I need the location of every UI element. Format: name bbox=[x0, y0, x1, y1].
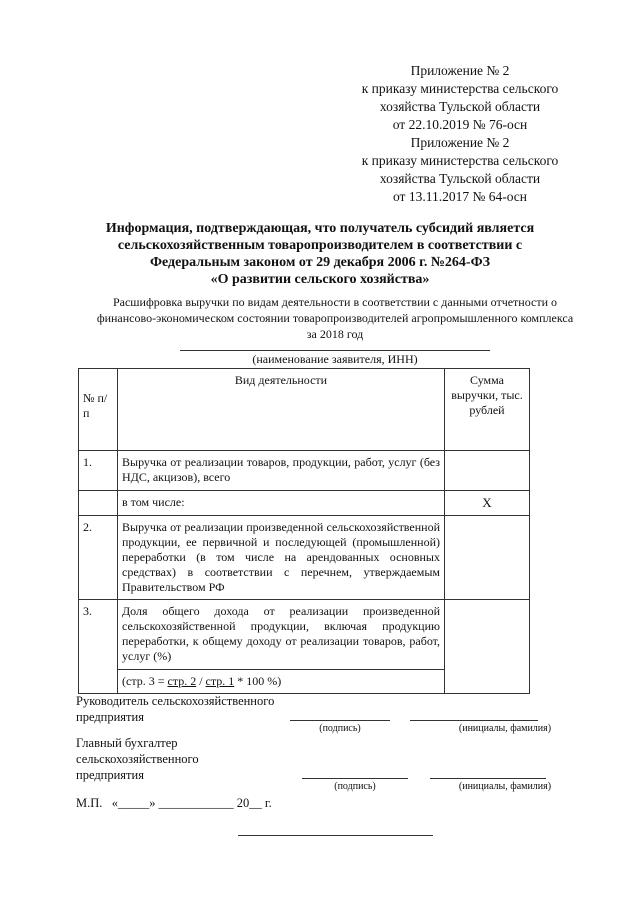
appendix-line-1: Приложение № 2 bbox=[410, 63, 510, 78]
header-sum: Сумма выручки, тыс. рублей bbox=[445, 369, 530, 451]
accountant-signature-caption: (подпись) bbox=[334, 781, 376, 792]
formula-cell bbox=[118, 670, 445, 694]
appendix-line-8: от 13.11.2017 № 64-осн bbox=[392, 189, 528, 204]
title-line-1: Информация, подтверждающая, что получатель субсидий является bbox=[105, 221, 535, 236]
appendix-line-2: к приказу министерства сельского bbox=[361, 81, 559, 96]
row-num bbox=[79, 491, 118, 516]
row-num: 2. bbox=[79, 516, 118, 600]
row-text: Доля общего дохода от реализации произведенной сельскохозяйственной продукции, включая продукцию переработки, к общему доходу от реализации товаров, работ, услуг (%) bbox=[118, 600, 445, 670]
applicant-caption: (наименование заявителя, ИНН) bbox=[252, 352, 418, 366]
head-title-line-1: Руководитель сельскохозяйственного bbox=[76, 694, 275, 708]
row-num: 3. bbox=[79, 600, 118, 694]
head-signature-line bbox=[290, 720, 390, 721]
stamp-date-line: М.П. «_____» ____________ 20__ г. bbox=[76, 796, 272, 810]
applicant-underline bbox=[180, 350, 490, 351]
table-row bbox=[79, 451, 530, 491]
formula-suffix: * 100 %) bbox=[234, 674, 282, 688]
table-row bbox=[79, 491, 530, 516]
title-line-3: Федеральным законом от 29 декабря 2006 г. №264-ФЗ bbox=[149, 255, 491, 270]
row-text: Выручка от реализации произведенной сельскохозяйственной продукции, ее первичной и последующей (промышленной) переработки (в том числе на арендованных основных средствах) в соответствии с перечнем, утверждаемым Правительством РФ bbox=[118, 516, 445, 600]
row-sum bbox=[445, 600, 530, 694]
row-sum bbox=[445, 516, 530, 600]
table-row bbox=[79, 600, 530, 670]
row-sum: X bbox=[445, 491, 530, 516]
table-header-row bbox=[79, 369, 530, 451]
table-row bbox=[79, 516, 530, 600]
row-text: в том числе: bbox=[118, 491, 445, 516]
bottom-divider bbox=[238, 835, 433, 836]
title-line-4: «О развитии сельского хозяйства» bbox=[210, 272, 430, 287]
head-initials-line bbox=[410, 720, 538, 721]
appendix-line-6: к приказу министерства сельского bbox=[361, 153, 559, 168]
header-activity: Вид деятельности bbox=[118, 369, 445, 451]
accountant-title-line-3: предприятия bbox=[76, 768, 144, 782]
formula-ref-row-1[interactable]: стр. 1 bbox=[205, 674, 235, 688]
row-text: Выручка от реализации товаров, продукции, работ, услуг (без НДС, акцизов), всего bbox=[118, 451, 445, 491]
head-title-line-2: предприятия bbox=[76, 710, 144, 724]
subtitle-line-1: Расшифровка выручки по видам деятельности в соответствии с данными отчетности о bbox=[112, 295, 558, 309]
header-num: № п/п bbox=[79, 369, 118, 451]
formula-prefix: (стр. 3 = bbox=[122, 674, 168, 688]
appendix-line-3: хозяйства Тульской области bbox=[379, 99, 541, 114]
accountant-initials-caption: (инициалы, фамилия) bbox=[458, 781, 552, 792]
head-signature-caption: (подпись) bbox=[319, 723, 361, 734]
appendix-line-4: от 22.10.2019 № 76-осн bbox=[392, 117, 528, 132]
appendix-line-5: Приложение № 2 bbox=[410, 135, 510, 150]
accountant-initials-line bbox=[430, 778, 546, 779]
row-num: 1. bbox=[79, 451, 118, 491]
title-line-2: сельскохозяйственным товаропроизводителем в соответствии с bbox=[117, 238, 523, 253]
subtitle-line-3: за 2018 год bbox=[306, 327, 364, 341]
accountant-title-line-2: сельскохозяйственного bbox=[76, 752, 199, 766]
subtitle-line-2: финансово-экономическом состоянии товаропроизводителей агропромышленного комплекса bbox=[96, 311, 574, 325]
head-initials-caption: (инициалы, фамилия) bbox=[458, 723, 552, 734]
formula-separator: / bbox=[196, 674, 206, 688]
appendix-line-7: хозяйства Тульской области bbox=[379, 171, 541, 186]
formula-ref-row-2[interactable]: стр. 2 bbox=[167, 674, 197, 688]
row-sum bbox=[445, 451, 530, 491]
accountant-title-line-1: Главный бухгалтер bbox=[76, 736, 178, 750]
accountant-signature-line bbox=[302, 778, 408, 779]
revenue-table bbox=[78, 368, 530, 688]
